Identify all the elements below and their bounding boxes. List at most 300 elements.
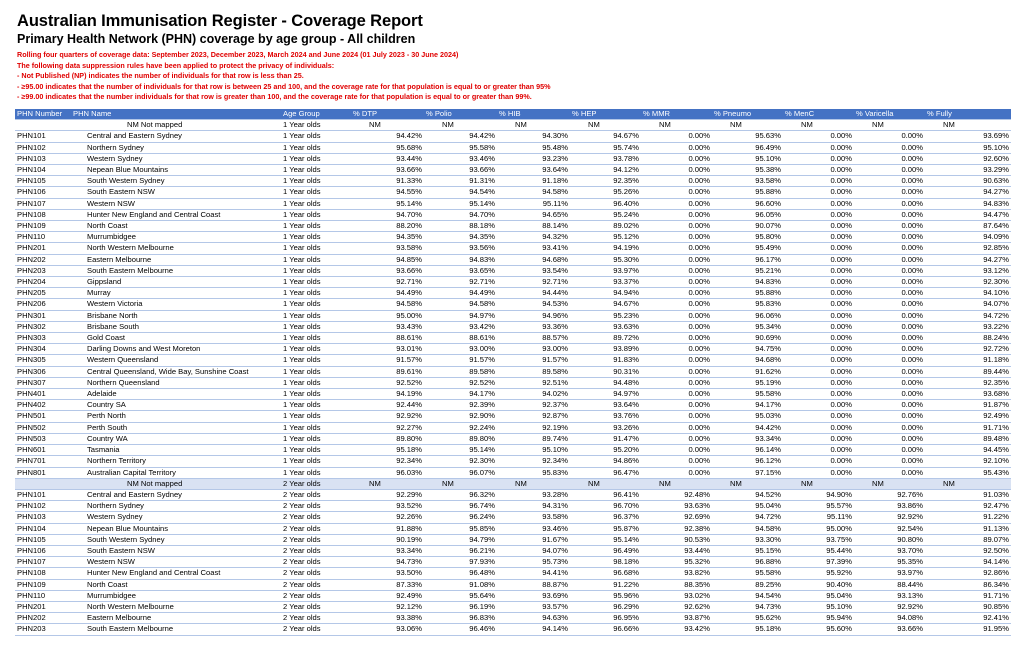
table-cell: 89.72% xyxy=(570,333,641,344)
table-cell: 95.83% xyxy=(712,299,783,310)
table-cell: PHN304 xyxy=(15,344,71,355)
table-cell: 94.41% xyxy=(497,568,570,579)
table-cell: 2 Year olds xyxy=(281,579,351,590)
table-cell: PHN402 xyxy=(15,400,71,411)
table-cell: 1 Year olds xyxy=(281,411,351,422)
table-cell: 95.80% xyxy=(712,232,783,243)
table-cell: 0.00% xyxy=(854,165,925,176)
suppression-notes xyxy=(17,50,551,103)
table-cell: 89.25% xyxy=(712,579,783,590)
table-cell: 93.26% xyxy=(570,422,641,433)
table-cell: 92.35% xyxy=(925,377,1011,388)
table-cell: 92.92% xyxy=(351,411,424,422)
table-cell: 94.14% xyxy=(925,557,1011,568)
table-cell: 89.48% xyxy=(925,433,1011,444)
table-cell: 92.85% xyxy=(925,243,1011,254)
table-cell: 95.10% xyxy=(497,445,570,456)
table-cell: 94.42% xyxy=(424,131,497,142)
table-cell: 93.66% xyxy=(351,265,424,276)
table-cell: 92.34% xyxy=(351,456,424,467)
table-cell: 0.00% xyxy=(854,265,925,276)
table-cell: North Coast xyxy=(71,221,281,232)
table-cell: NM xyxy=(712,478,783,489)
table-cell: 0.00% xyxy=(854,254,925,265)
table-cell: 92.39% xyxy=(424,400,497,411)
table-cell: 94.96% xyxy=(497,310,570,321)
table-cell: Western NSW xyxy=(71,198,281,209)
table-cell: 0.00% xyxy=(783,221,854,232)
table-cell: Hunter New England and Central Coast xyxy=(71,209,281,220)
table-cell: 94.31% xyxy=(497,501,570,512)
table-cell: 0.00% xyxy=(783,389,854,400)
table-cell: 94.02% xyxy=(497,389,570,400)
table-cell: 0.00% xyxy=(854,445,925,456)
table-cell: 88.14% xyxy=(497,221,570,232)
table-cell: 96.05% xyxy=(712,209,783,220)
table-cell: 95.88% xyxy=(712,288,783,299)
table-cell: 97.15% xyxy=(712,467,783,478)
table-cell: 95.88% xyxy=(712,187,783,198)
table-cell: 90.63% xyxy=(925,176,1011,187)
table-cell xyxy=(15,120,71,131)
table-row xyxy=(15,277,1011,288)
table-cell: 93.58% xyxy=(351,243,424,254)
table-cell: 95.83% xyxy=(497,467,570,478)
table-cell: 90.31% xyxy=(570,366,641,377)
table-cell: NM xyxy=(854,120,925,131)
table-row xyxy=(15,445,1011,456)
table-cell: Murrumbidgee xyxy=(71,590,281,601)
table-cell: 93.22% xyxy=(925,321,1011,332)
table-row xyxy=(15,209,1011,220)
table-row xyxy=(15,579,1011,590)
table-cell: 93.76% xyxy=(570,411,641,422)
table-cell: 1 Year olds xyxy=(281,456,351,467)
table-cell: 95.04% xyxy=(783,590,854,601)
table-cell: 91.57% xyxy=(351,355,424,366)
table-cell: PHN601 xyxy=(15,445,71,456)
table-cell: NM xyxy=(351,120,424,131)
table-cell: 93.68% xyxy=(925,389,1011,400)
table-cell: NM xyxy=(570,478,641,489)
table-cell: 95.73% xyxy=(497,557,570,568)
table-cell: PHN105 xyxy=(15,534,71,545)
table-cell: 92.87% xyxy=(497,411,570,422)
table-cell: 91.33% xyxy=(351,176,424,187)
table-cell: 1 Year olds xyxy=(281,131,351,142)
table-cell: 1 Year olds xyxy=(281,288,351,299)
table-cell: 2 Year olds xyxy=(281,489,351,500)
table-cell: 0.00% xyxy=(641,467,712,478)
table-cell: 95.58% xyxy=(712,568,783,579)
table-cell: Gippsland xyxy=(71,277,281,288)
table-cell: 89.44% xyxy=(925,366,1011,377)
table-row xyxy=(15,165,1011,176)
table-cell: 94.58% xyxy=(497,187,570,198)
table-cell: 95.44% xyxy=(783,545,854,556)
table-cell: 93.52% xyxy=(351,501,424,512)
table-cell: PHN103 xyxy=(15,512,71,523)
table-row xyxy=(15,478,1011,489)
table-cell: 93.01% xyxy=(351,344,424,355)
table-cell: 2 Year olds xyxy=(281,624,351,635)
table-cell: 89.58% xyxy=(497,366,570,377)
table-cell: Northern Sydney xyxy=(71,142,281,153)
col-age-group[interactable]: Age Group xyxy=(281,109,351,120)
table-cell: 1 Year olds xyxy=(281,232,351,243)
table-row xyxy=(15,422,1011,433)
table-cell: PHN303 xyxy=(15,333,71,344)
table-cell: North Western Melbourne xyxy=(71,243,281,254)
table-cell: PHN103 xyxy=(15,153,71,164)
table-cell: 94.19% xyxy=(570,243,641,254)
table-row xyxy=(15,153,1011,164)
table-cell: South Eastern Melbourne xyxy=(71,265,281,276)
table-cell: 95.11% xyxy=(783,512,854,523)
table-cell: 0.00% xyxy=(854,411,925,422)
table-cell: 0.00% xyxy=(854,232,925,243)
table-cell: 1 Year olds xyxy=(281,422,351,433)
table-cell: 0.00% xyxy=(783,456,854,467)
table-cell: 93.56% xyxy=(424,243,497,254)
table-cell: 91.87% xyxy=(925,400,1011,411)
table-cell: Northern Sydney xyxy=(71,501,281,512)
table-cell: 0.00% xyxy=(854,422,925,433)
table-row xyxy=(15,411,1011,422)
table-cell: PHN201 xyxy=(15,243,71,254)
table-cell: PHN301 xyxy=(15,310,71,321)
table-cell: 0.00% xyxy=(641,456,712,467)
table-cell: 94.32% xyxy=(497,232,570,243)
table-cell: 0.00% xyxy=(641,445,712,456)
table-cell: NM xyxy=(424,478,497,489)
table-cell: 2 Year olds xyxy=(281,523,351,534)
table-cell: NM xyxy=(641,120,712,131)
table-cell: 0.00% xyxy=(641,433,712,444)
table-row xyxy=(15,321,1011,332)
col-mmr[interactable]: % MMR xyxy=(641,109,712,120)
table-cell: PHN201 xyxy=(15,601,71,612)
table-cell: 0.00% xyxy=(854,321,925,332)
table-cell: 92.35% xyxy=(570,176,641,187)
col-dtp[interactable]: % DTP xyxy=(351,109,424,120)
table-cell: South Eastern NSW xyxy=(71,545,281,556)
table-cell: 0.00% xyxy=(854,187,925,198)
table-cell: NM xyxy=(570,120,641,131)
table-cell: 91.03% xyxy=(925,489,1011,500)
table-cell: 94.70% xyxy=(351,209,424,220)
table-row xyxy=(15,198,1011,209)
table-row xyxy=(15,176,1011,187)
table-cell: 95.58% xyxy=(424,142,497,153)
table-cell: 0.00% xyxy=(783,355,854,366)
table-cell: PHN205 xyxy=(15,288,71,299)
table-cell: 93.34% xyxy=(712,433,783,444)
table-cell: 93.46% xyxy=(424,153,497,164)
table-cell: 95.96% xyxy=(570,590,641,601)
col-varicella[interactable]: % Varicella xyxy=(854,109,925,120)
table-cell: 92.52% xyxy=(424,377,497,388)
table-cell: 91.18% xyxy=(925,355,1011,366)
table-cell: 94.58% xyxy=(712,523,783,534)
table-cell: 1 Year olds xyxy=(281,265,351,276)
table-cell: 1 Year olds xyxy=(281,120,351,131)
table-cell: 92.92% xyxy=(854,601,925,612)
table-row xyxy=(15,624,1011,635)
table-cell: NM xyxy=(497,120,570,131)
table-cell: 95.00% xyxy=(783,523,854,534)
table-cell: PHN501 xyxy=(15,411,71,422)
table-cell: 0.00% xyxy=(783,299,854,310)
table-cell: 92.24% xyxy=(424,422,497,433)
table-cell: 93.69% xyxy=(497,590,570,601)
table-cell: 96.46% xyxy=(424,624,497,635)
table-cell: 94.30% xyxy=(497,131,570,142)
table-cell: 94.54% xyxy=(424,187,497,198)
table-cell: 91.95% xyxy=(925,624,1011,635)
table-cell: South Western Sydney xyxy=(71,534,281,545)
table-cell: 93.02% xyxy=(641,590,712,601)
table-cell: 94.49% xyxy=(424,288,497,299)
table-cell: 0.00% xyxy=(641,355,712,366)
col-menc[interactable]: % MenC xyxy=(783,109,854,120)
table-cell: 92.49% xyxy=(925,411,1011,422)
table-cell: 0.00% xyxy=(783,288,854,299)
table-cell: 94.17% xyxy=(424,389,497,400)
table-cell: PHN106 xyxy=(15,187,71,198)
table-cell: 91.22% xyxy=(925,512,1011,523)
table-cell: 2 Year olds xyxy=(281,557,351,568)
table-cell: 93.89% xyxy=(570,344,641,355)
table-cell: 95.15% xyxy=(712,545,783,556)
table-cell: NM Not mapped xyxy=(71,478,281,489)
table-cell: 95.26% xyxy=(570,187,641,198)
table-cell: 96.32% xyxy=(424,489,497,500)
table-cell: 96.74% xyxy=(424,501,497,512)
table-cell: 93.58% xyxy=(497,512,570,523)
table-cell: 2 Year olds xyxy=(281,613,351,624)
table-cell: 88.35% xyxy=(641,579,712,590)
table-cell: 92.27% xyxy=(351,422,424,433)
table-cell: 92.41% xyxy=(925,613,1011,624)
table-row xyxy=(15,310,1011,321)
table-cell: 92.38% xyxy=(641,523,712,534)
table-cell: 2 Year olds xyxy=(281,568,351,579)
table-cell: 90.07% xyxy=(712,221,783,232)
table-cell: 96.17% xyxy=(712,254,783,265)
table-cell: 94.67% xyxy=(570,299,641,310)
table-cell: 90.40% xyxy=(783,579,854,590)
table-cell: 94.83% xyxy=(925,198,1011,209)
table-cell: 93.29% xyxy=(925,165,1011,176)
table-cell: 94.65% xyxy=(497,209,570,220)
table-cell: 95.24% xyxy=(570,209,641,220)
table-cell: 1 Year olds xyxy=(281,400,351,411)
table-cell: 92.69% xyxy=(641,512,712,523)
table-cell: PHN204 xyxy=(15,277,71,288)
table-cell: Central Queensland, Wide Bay, Sunshine Coast xyxy=(71,366,281,377)
table-cell: PHN302 xyxy=(15,321,71,332)
table-cell: 94.97% xyxy=(424,310,497,321)
table-cell: 2 Year olds xyxy=(281,590,351,601)
table-cell: 0.00% xyxy=(783,411,854,422)
table-cell: 94.27% xyxy=(925,254,1011,265)
table-cell: 94.72% xyxy=(925,310,1011,321)
table-row xyxy=(15,433,1011,444)
table-cell: 94.12% xyxy=(570,165,641,176)
table-cell: 95.32% xyxy=(641,557,712,568)
table-cell: PHN202 xyxy=(15,254,71,265)
table-cell: 2 Year olds xyxy=(281,512,351,523)
table-cell: NM Not mapped xyxy=(71,120,281,131)
table-cell: Perth South xyxy=(71,422,281,433)
table-cell: 0.00% xyxy=(641,131,712,142)
table-cell: 93.97% xyxy=(570,265,641,276)
table-cell: Western Sydney xyxy=(71,512,281,523)
table-cell: 93.12% xyxy=(925,265,1011,276)
table-row xyxy=(15,456,1011,467)
table-cell: 92.30% xyxy=(424,456,497,467)
table-cell: 0.00% xyxy=(783,467,854,478)
table-cell: 94.27% xyxy=(925,187,1011,198)
table-cell: Central and Eastern Sydney xyxy=(71,131,281,142)
table-cell: Western Sydney xyxy=(71,153,281,164)
table-row xyxy=(15,400,1011,411)
table-cell: 0.00% xyxy=(641,400,712,411)
table-cell: 93.87% xyxy=(641,613,712,624)
table-cell: 95.85% xyxy=(424,523,497,534)
table-cell: 96.48% xyxy=(424,568,497,579)
table-cell: 94.35% xyxy=(424,232,497,243)
table-cell: 94.70% xyxy=(424,209,497,220)
table-cell: 0.00% xyxy=(854,209,925,220)
table-cell: 93.37% xyxy=(570,277,641,288)
table-cell: 89.74% xyxy=(497,433,570,444)
table-cell: 92.19% xyxy=(497,422,570,433)
table-cell: 0.00% xyxy=(641,377,712,388)
table-cell: 0.00% xyxy=(854,221,925,232)
table-cell: 93.43% xyxy=(351,321,424,332)
col-phn-name[interactable]: PHN Name xyxy=(71,109,281,120)
table-cell: 95.64% xyxy=(424,590,497,601)
col-pneumo[interactable]: % Pneumo xyxy=(712,109,783,120)
table-cell: 1 Year olds xyxy=(281,445,351,456)
table-cell: 0.00% xyxy=(641,176,712,187)
table-cell: PHN104 xyxy=(15,165,71,176)
table-cell: 88.87% xyxy=(497,579,570,590)
table-cell: 0.00% xyxy=(854,355,925,366)
table-cell: Murrumbidgee xyxy=(71,232,281,243)
col-phn-number[interactable]: PHN Number xyxy=(15,109,71,120)
table-cell: 94.35% xyxy=(351,232,424,243)
table-cell: 92.72% xyxy=(925,344,1011,355)
table-row xyxy=(15,187,1011,198)
table-cell: 0.00% xyxy=(641,198,712,209)
table-cell: 96.03% xyxy=(351,467,424,478)
table-cell: 95.60% xyxy=(783,624,854,635)
table-cell: 95.62% xyxy=(712,613,783,624)
table-cell: 96.40% xyxy=(570,198,641,209)
table-row xyxy=(15,254,1011,265)
col-fully[interactable]: % Fully xyxy=(925,109,1011,120)
table-cell: 93.69% xyxy=(925,131,1011,142)
table-cell: 90.69% xyxy=(712,333,783,344)
table-cell: 88.24% xyxy=(925,333,1011,344)
table-cell: Darling Downs and West Moreton xyxy=(71,344,281,355)
table-cell: 93.57% xyxy=(497,601,570,612)
table-cell: 93.30% xyxy=(712,534,783,545)
table-cell: NM xyxy=(641,478,712,489)
table-cell: 95.14% xyxy=(570,534,641,545)
table-cell: NM xyxy=(854,478,925,489)
table-cell: PHN110 xyxy=(15,232,71,243)
table-cell: 93.86% xyxy=(854,501,925,512)
table-cell: 95.10% xyxy=(925,142,1011,153)
table-cell: Northern Territory xyxy=(71,456,281,467)
table-cell: 87.64% xyxy=(925,221,1011,232)
table-cell: 92.34% xyxy=(497,456,570,467)
table-cell: 0.00% xyxy=(854,299,925,310)
table-cell: 96.47% xyxy=(570,467,641,478)
table-cell: 95.48% xyxy=(497,142,570,153)
table-cell: 95.43% xyxy=(925,467,1011,478)
table-cell: 96.70% xyxy=(570,501,641,512)
table-row xyxy=(15,344,1011,355)
table-row xyxy=(15,142,1011,153)
table-cell: 94.68% xyxy=(497,254,570,265)
table-cell: 96.49% xyxy=(712,142,783,153)
table-cell: NM xyxy=(424,120,497,131)
table-row xyxy=(15,568,1011,579)
table-cell: 88.44% xyxy=(854,579,925,590)
col-hep[interactable]: % HEP xyxy=(570,109,641,120)
table-cell: 91.71% xyxy=(925,590,1011,601)
table-cell: 0.00% xyxy=(854,288,925,299)
table-cell: 0.00% xyxy=(641,310,712,321)
col-hib[interactable]: % HIB xyxy=(497,109,570,120)
table-cell: 1 Year olds xyxy=(281,310,351,321)
table-cell: 1 Year olds xyxy=(281,333,351,344)
table-cell: 94.08% xyxy=(854,613,925,624)
table-cell: Country WA xyxy=(71,433,281,444)
table-cell: 92.60% xyxy=(925,153,1011,164)
table-cell: 0.00% xyxy=(783,153,854,164)
table-row xyxy=(15,557,1011,568)
table-cell: PHN206 xyxy=(15,299,71,310)
table-cell: 0.00% xyxy=(783,310,854,321)
table-cell: 89.80% xyxy=(424,433,497,444)
table-row xyxy=(15,366,1011,377)
table-cell: 0.00% xyxy=(641,321,712,332)
table-cell: 95.04% xyxy=(712,501,783,512)
table-cell: 92.71% xyxy=(497,277,570,288)
table-cell: Perth North xyxy=(71,411,281,422)
table-cell: 92.50% xyxy=(925,545,1011,556)
table-cell: 1 Year olds xyxy=(281,142,351,153)
col-polio[interactable]: % Polio xyxy=(424,109,497,120)
table-cell: 96.24% xyxy=(424,512,497,523)
table-cell: 0.00% xyxy=(783,321,854,332)
table-cell: 91.13% xyxy=(925,523,1011,534)
table-cell: 93.54% xyxy=(497,265,570,276)
table-cell: 91.22% xyxy=(570,579,641,590)
table-cell: PHN801 xyxy=(15,467,71,478)
table-cell: 0.00% xyxy=(783,422,854,433)
table-cell: 94.10% xyxy=(925,288,1011,299)
note-line: - ≥99.00 indicates that the number individuals for that row is greater than 100, and the coverage rate for that population is equal to or greater than 99%. xyxy=(17,92,532,102)
table-row xyxy=(15,545,1011,556)
table-cell: 93.06% xyxy=(351,624,424,635)
